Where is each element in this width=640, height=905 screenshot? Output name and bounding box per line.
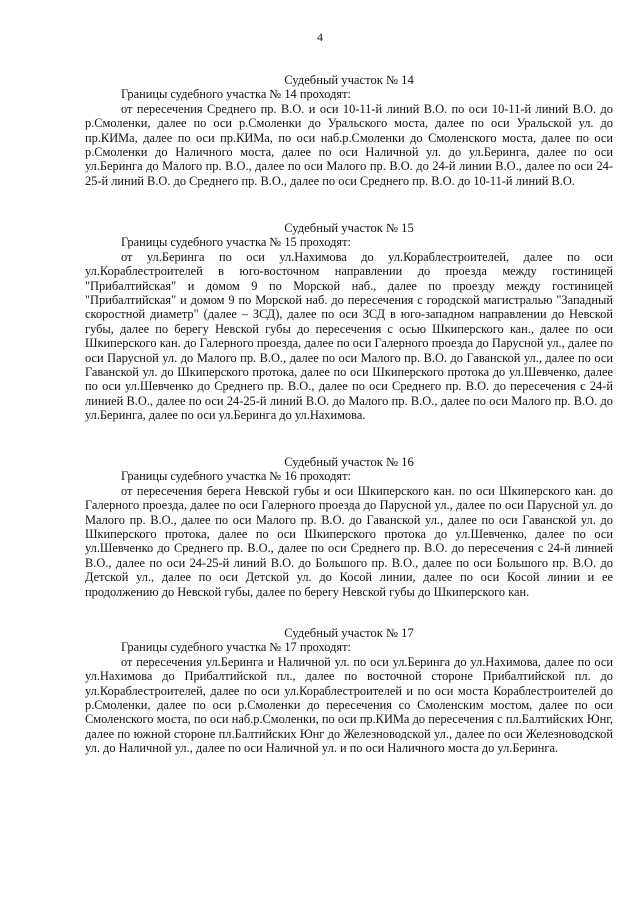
section-subtitle: Границы судебного участка № 16 проходят: <box>121 469 351 484</box>
section-body: от ул.Беринга по оси ул.Нахимова до ул.Кораблестроителей, далее по оси ул.Кораблестроителей в юго-восточном направлении до проезда между гостиницей "Прибалтийская" и домом 9 по Морской наб., далее по проезду между гостиницей "Прибалтийская" и домом 9 по Морской наб. до пересечения с городской магистралью "Западный скоростной диаметр" (далее – ЗСД), далее по оси ЗСД в юго-западном направлении до Невской губы, далее по берегу Невской губы до пересечения с осью Шкиперского кан., далее по оси Шкиперского кан. до Галерного проезда, далее по оси Галерного проезда до Парусной ул., далее по оси Парусной ул. до Малого пр. В.О., далее по оси Малого пр. В.О. до Гаванской ул., далее по оси Гаванской ул. до Шкиперского протока, далее по оси Шкиперского протока до ул.Шевченко, далее по оси ул.Шевченко до Среднего пр. В.О., далее по оси Среднего пр. В.О. до пересечения с 24-й линией В.О., далее по оси 24-25-й линий В.О. до Малого пр. В.О., далее по оси Малого пр. В.О. до ул.Беринга, далее по оси ул.Беринга до ул.Нахимова. <box>85 249 613 423</box>
section-title: Судебный участок № 16 <box>284 455 414 469</box>
section-body: от пересечения ул.Беринга и Наличной ул. по оси ул.Беринга до ул.Нахимова, далее по оси ул.Нахимова до Прибалтийской пл., далее по восточной стороне Прибалтийской пл. до ул.Кораблестроителей, далее по оси ул.Кораблестроителей и по оси моста Кораблестроителей до р.Смоленки, далее по оси р.Смоленки до пересечения со Смоленским мостом, далее по оси Смоленского моста, по оси наб.р.Смоленки, по оси пр.КИМа до пересечения с пл.Балтийских Юнг, далее по южной стороне пл.Балтийских Юнг до Железноводской ул., далее по оси Железноводской ул. до Наличной ул., далее по оси Наличной ул. и по оси Наличного моста до ул.Беринга. <box>85 654 613 756</box>
court-district-16 <box>85 455 613 599</box>
section-title: Судебный участок № 14 <box>284 73 414 87</box>
section-title: Судебный участок № 15 <box>284 221 414 235</box>
section-subtitle: Границы судебного участка № 15 проходят: <box>121 235 351 250</box>
section-subtitle: Границы судебного участка № 17 проходят: <box>121 640 351 655</box>
section-body: от пересечения берега Невской губы и оси Шкиперского кан. по оси Шкиперского кан. до Галерного проезда, далее по оси Галерного проезда до Парусной ул., далее по оси Парусной ул. до Малого пр. В.О., далее по оси Малого пр. В.О. до Гаванской ул., далее по оси Гаванской ул. до Шкиперского протока, далее по оси Шкиперского протока до ул.Шевченко, далее по оси ул.Шевченко до Среднего пр. В.О., далее по оси Среднего пр. В.О. до пересечения с 24-й линией В.О., далее по оси 24-25-й линий В.О. до Большого пр. В.О., далее по оси Большого пр. В.О. до Детской ул., далее по оси Детской ул. до Косой линии, далее по оси Косой линии и ее продолжению до Невской губы, далее по берегу Невской губы до Шкиперского кан. <box>85 483 613 599</box>
court-district-15 <box>85 221 613 423</box>
section-body: от пересечения Среднего пр. В.О. и оси 10-11-й линий В.О. по оси 10-11-й линий В.О. до р.Смоленки, далее по оси р.Смоленки до Уральского моста, далее по оси Уральской ул. до пр.КИМа, далее по оси пр.КИМа, по оси наб.р.Смоленки до Смоленского моста, далее по оси р.Смоленки до Наличного моста, далее по оси Наличной ул. до ул.Беринга, далее по оси ул.Беринга до Малого пр. В.О., далее по оси Малого пр. В.О. до 24-й линии В.О., далее по оси 24-25-й линий В.О. до Среднего пр. В.О., далее по оси Среднего пр. В.О. до 10-11-й линий В.О. <box>85 101 613 188</box>
section-subtitle: Границы судебного участка № 14 проходят: <box>121 87 351 102</box>
court-district-17 <box>85 626 613 756</box>
court-district-14 <box>85 73 613 188</box>
page-number: 4 <box>317 30 323 44</box>
section-title: Судебный участок № 17 <box>284 626 414 640</box>
